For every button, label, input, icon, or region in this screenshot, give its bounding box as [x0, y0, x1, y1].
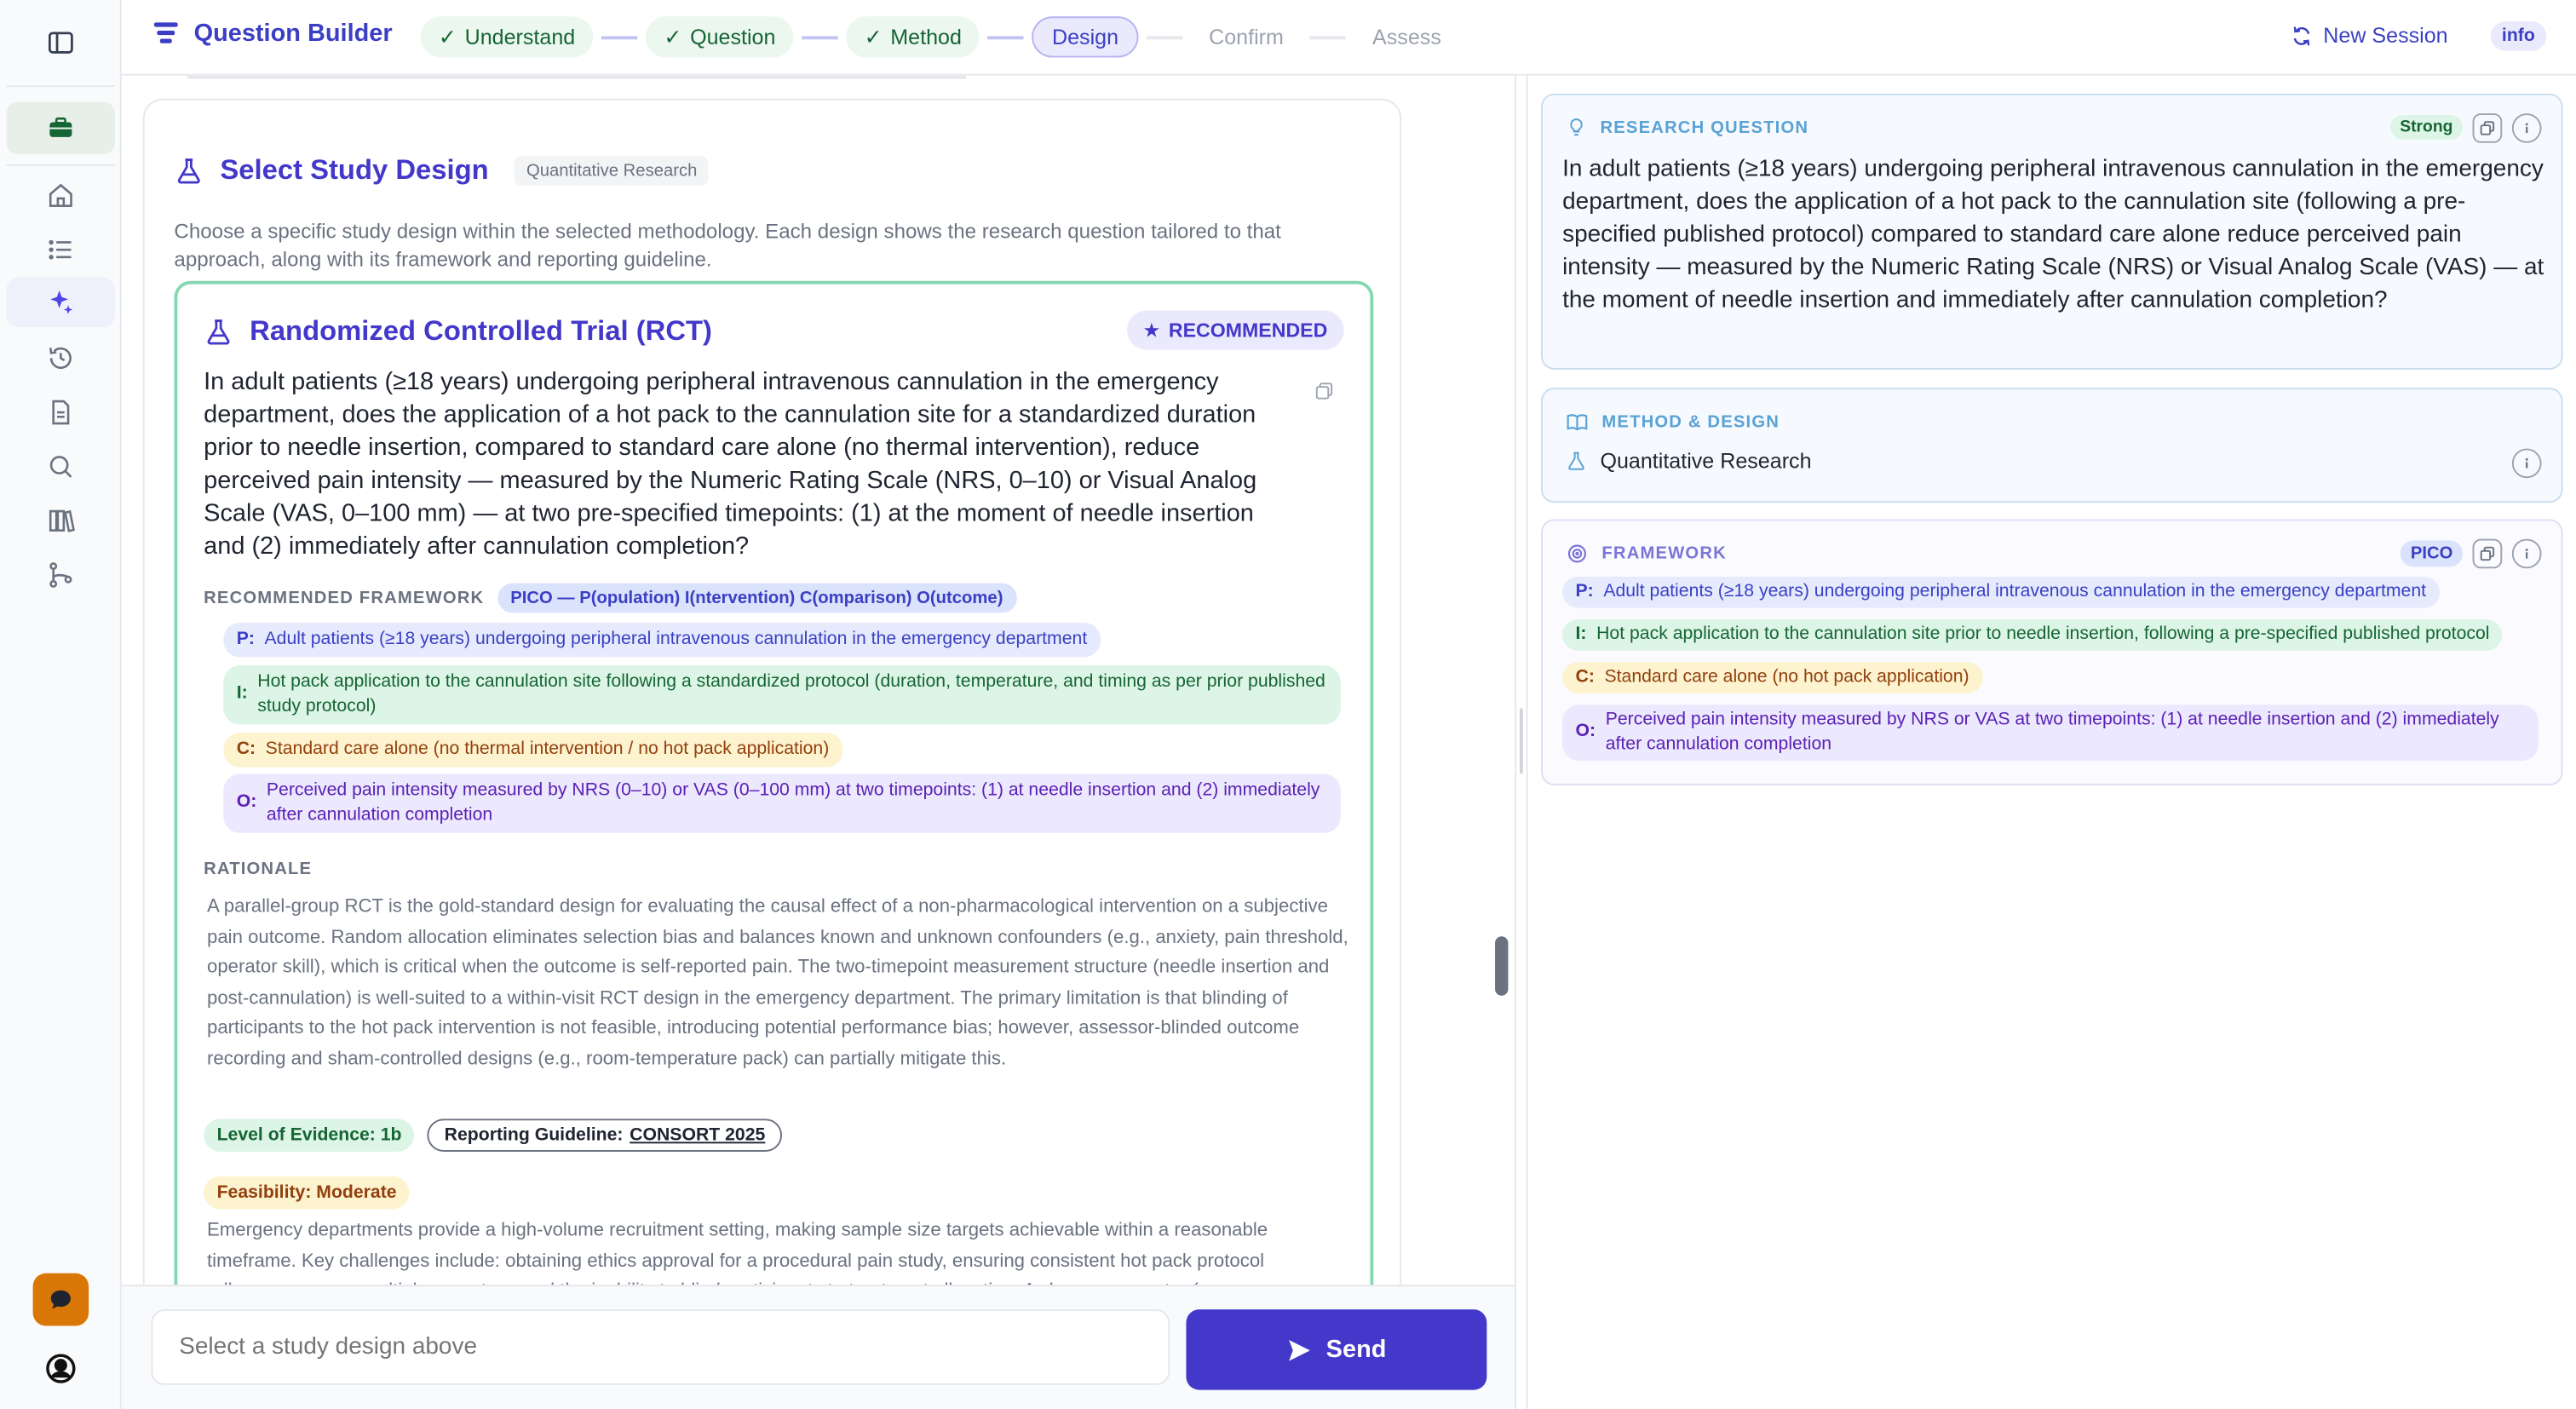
scrollbar-thumb[interactable]	[1495, 936, 1508, 995]
methodology-badge: Quantitative Research	[515, 156, 708, 186]
history-icon[interactable]	[30, 334, 92, 383]
user-avatar-icon[interactable]	[44, 1352, 78, 1385]
flask-icon	[174, 156, 204, 186]
left-rail	[0, 0, 122, 1409]
page-title: Select Study Design	[220, 154, 489, 186]
method-value: Quantitative Research	[1600, 448, 1812, 474]
main-panel	[122, 76, 1515, 1409]
study-design-card	[143, 99, 1401, 1409]
design-title: Randomized Controlled Trial (RCT)	[250, 315, 712, 347]
send-icon	[1286, 1337, 1313, 1363]
layers-icon	[151, 18, 181, 48]
design-research-question: In adult patients (≥18 years) undergoing peripheral intravenous cannulation in the emergency department, does the application of a hot pack to the cannulation site for a standardized duration prior to needle insertion, compared to standard care alone (no thermal intervention), reduce perceived pain intensity — measured by the Numeric Rating Scale (NRS, 0–10) or Visual Analog Scale (VAS, 0–100 mm) — at two pre-specified timepoints: (1) at the moment of needle insertion and (2) immediately after cannulation completion?	[204, 368, 1257, 561]
new-session-button[interactable]: New Session	[2291, 23, 2448, 48]
sparkles-icon[interactable]	[7, 278, 115, 327]
pico-outcome: O: Perceived pain intensity measured by NRS (0–10) or VAS (0–100 mm) at two timepoints: (1) at needle insertion and (2) immediately after cannulation completion	[223, 774, 1340, 832]
rationale-text: A parallel-group RCT is the gold-standard design for evaluating the causal effect of a non-pharmacological intervention on a subjective pain outcome. Random allocation eliminates selection bias and balances known and unknown confounders (e.g., anxiety, pain threshold, operator skill), which is critical when the outcome is self-reported pain. The two-timepoint measurement structure (needle insertion and post-cannulation) is well-suited to a within-visit RCT design in the emergency department. The primary limitation is that blinding of participants to the hot pack intervention is not feasible, introducing potential performance bias; however, assessor-blinded outcome recording and sham-controlled designs (e.g., room-temperature pack) can partially mitigate this.	[207, 897, 1348, 1069]
step-assess: Assess	[1372, 24, 1441, 49]
copy-icon[interactable]	[2473, 539, 2503, 569]
step-understand[interactable]: ✓ Understand	[421, 16, 594, 57]
search-icon[interactable]	[30, 442, 92, 492]
check-icon: ✓	[864, 23, 883, 49]
check-icon: ✓	[664, 23, 682, 49]
info-icon[interactable]	[2512, 113, 2542, 143]
framework-label: RECOMMENDED FRAMEWORK	[204, 588, 485, 608]
chat-input-bar	[122, 1285, 1515, 1409]
chat-input[interactable]	[151, 1309, 1170, 1385]
lightbulb-icon	[1566, 117, 1587, 138]
rationale-label: RATIONALE	[204, 859, 313, 879]
step-design[interactable]: Design	[1032, 16, 1138, 57]
research-question-box: RESEARCH QUESTION Strong In adult patients (≥18 years) undergoing peripheral intravenous cannulation in the emergency department, does the application of a hot pack to the cannulation site (following a pre-specified published protocol) compared to standard care alone reduce perceived pain intensity — measured by the Numeric Rating Scale (NRS) or Visual Analog Scale (VAS) — at the moment of needle insertion and immediately after cannulation completion?	[1541, 94, 2563, 370]
recommended-badge: ★ RECOMMENDED	[1126, 311, 1343, 350]
framework-pill: PICO — P(opulation) I(ntervention) C(omparison) O(utcome)	[497, 584, 1016, 613]
pico-outcome: O: Perceived pain intensity measured by NRS or VAS at two timepoints: (1) at needle insertion and (2) immediately after cannulation completion	[1562, 704, 2539, 761]
info-icon[interactable]	[2512, 449, 2542, 479]
feasibility-badge: Feasibility: Moderate	[204, 1176, 410, 1210]
send-button[interactable]: Send	[1186, 1309, 1486, 1390]
pico-population: P: Adult patients (≥18 years) undergoing peripheral intravenous cannulation in the emergency department	[1562, 577, 2439, 608]
feasibility-text: Emergency departments provide a high-volume recruitment setting, making sample size targets achievable within a reasonable timeframe. Key challenges include: obtaining ethics approval for a procedural pain study, ensuring consistent hot pack protocol	[207, 1220, 1268, 1271]
toggle-sidebar-icon[interactable]	[30, 18, 92, 67]
copy-icon[interactable]	[1314, 380, 1334, 400]
top-bar	[122, 0, 2576, 76]
step-question[interactable]: ✓ Question	[646, 16, 793, 57]
method-design-box: METHOD & DESIGN Quantitative Research	[1541, 388, 2563, 503]
evidence-level-badge: Level of Evidence: 1b	[204, 1119, 415, 1152]
pico-comparison: C: Standard care alone (no thermal intervention / no hot pack application)	[223, 733, 842, 768]
library-icon[interactable]	[30, 496, 92, 545]
document-icon[interactable]	[30, 388, 92, 437]
app-brand[interactable]	[151, 18, 392, 48]
info-badge[interactable]: info	[2490, 21, 2546, 51]
chat-bubble-icon[interactable]	[33, 1274, 89, 1326]
flask-icon	[1566, 450, 1587, 471]
info-icon[interactable]	[2512, 539, 2542, 569]
panel-resize-handle[interactable]	[1515, 76, 1527, 1409]
reporting-guideline-badge[interactable]: Reporting Guideline: CONSORT 2025	[428, 1119, 781, 1152]
page-description: Choose a specific study design within the selected methodology. Each design shows the research question tailored to that approach, along with its framework and reporting guideline.	[174, 220, 1281, 272]
target-icon	[1566, 542, 1589, 565]
copy-icon[interactable]	[2473, 113, 2503, 143]
pico-intervention: I: Hot pack application to the cannulation site prior to needle insertion, following a pre-specified published protocol	[1562, 619, 2503, 651]
framework-tag: PICO	[2401, 541, 2463, 567]
final-research-question: In adult patients (≥18 years) undergoing peripheral intravenous cannulation in the emergency department, does the application of a hot pack to the cannulation site (following a pre-specified published protocol) compared to standard care alone reduce perceived pain intensity — measured by the Numeric Rating Scale (NRS) or Visual Analog Scale (VAS) — at the moment of needle insertion and immediately after cannulation completion?	[1562, 156, 2544, 314]
home-icon[interactable]	[30, 171, 92, 221]
framework-box: FRAMEWORK PICO P: Adult patients (≥18 years) undergoing peripheral intravenous cannulation in the emergency department I: Hot pack application to the cannulation site prior to needle insertion, following a pre-specified published protocol C: Standard care alone (no hot pack application) O: Perceived pain intensity measured by NRS or VAS at two timepoints: (1) at needle insertion and (2) immediately after cannulation completion	[1541, 519, 2563, 785]
git-branch-icon[interactable]	[30, 550, 92, 600]
refresh-icon	[2291, 24, 2314, 47]
summary-panel	[1528, 76, 2576, 1409]
pico-comparison: C: Standard care alone (no hot pack application)	[1562, 662, 1982, 693]
book-open-icon	[1566, 411, 1589, 434]
list-icon[interactable]	[30, 225, 92, 274]
pico-population: P: Adult patients (≥18 years) undergoing peripheral intravenous cannulation in the emergency department	[223, 623, 1100, 658]
design-option-rct[interactable]	[174, 281, 1373, 1409]
step-progress	[421, 16, 1459, 57]
app-title: Question Builder	[193, 19, 393, 47]
strength-badge: Strong	[2390, 115, 2463, 140]
star-icon: ★	[1142, 319, 1161, 342]
flask-icon	[204, 317, 233, 347]
briefcase-icon[interactable]	[7, 102, 115, 155]
step-confirm: Confirm	[1209, 24, 1284, 49]
pico-intervention: I: Hot pack application to the cannulation site following a standardized protocol (duration, temperature, and timing as per prior published study protocol)	[223, 665, 1340, 724]
step-method[interactable]: ✓ Method	[846, 16, 980, 57]
check-icon: ✓	[438, 23, 457, 49]
